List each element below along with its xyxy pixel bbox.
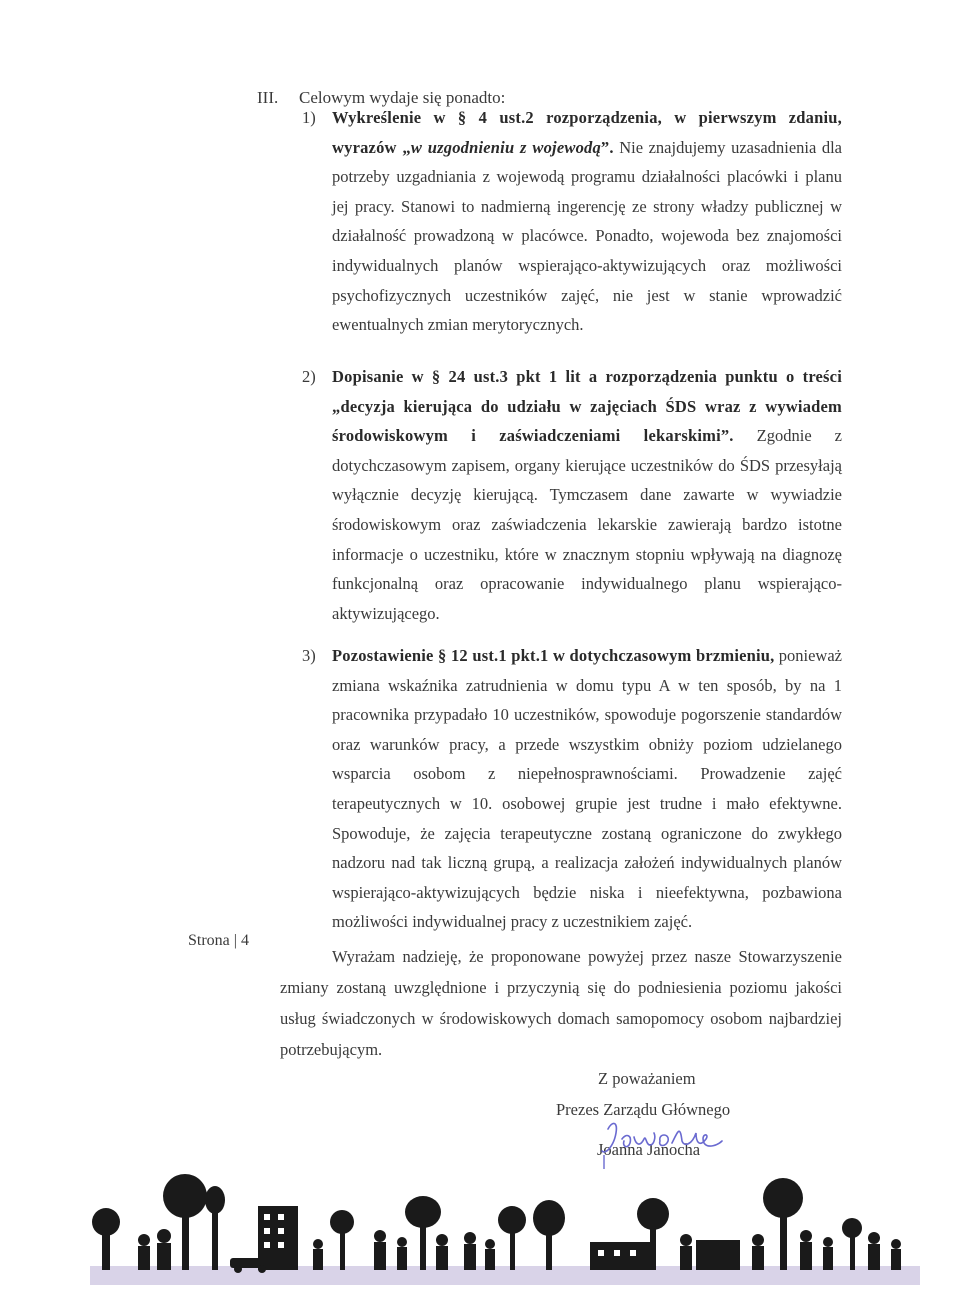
signature-name: Joanna Janocha <box>597 1140 701 1159</box>
list-item-3 <box>302 641 842 937</box>
list-item-text: ponieważ zmiana wskaźnika zatrudnienia w domu typu A w ten sposób, by na 1 pracownika przypadało 10 uczestników, spowoduje pogorszenie standardów oraz warunków pracy, a przede wszystkim obniży poziom udzielanego wsparcia osobom z niepełnosprawnościami. Prowadzenie zajęć terapeutycznych w 10. osobowej grupie jest trudne i mało efektywne. Spowoduje, że zajęcia terapeutyczne zostaną ograniczone do zwykłego nadzoru nad tak liczną grupą, a realizacja założeń indywidualnych planów wspierająco-aktywizujących będzie niska i nieefektywna, pozbawiona możliwości indywidualnej pracy z uczestnikiem zajęć. <box>332 646 842 932</box>
list-item-body <box>332 641 842 937</box>
list-item-bold-end: ”. <box>600 137 614 157</box>
closing-paragraph: Wyrażam nadzieję, że proponowane powyżej przez nasze Stowarzyszenie zmiany zostaną uwzględnione i przyczynią się do podniesienia poziomu jakości usług świadczonych w środowiskowych domach samopomocy osobom najbardziej potrzebującym. <box>280 947 842 1059</box>
signature-greeting: Z poważaniem <box>598 1069 696 1088</box>
list-item-text: Zgodnie z dotychczasowym zapisem, organy kierujące uczestników do ŚDS przesyłają wyłącznie decyzję kierującą. Tymczasem dane zawarte w wywiadzie środowiskowym oraz zaświadczenia lekarskie zawierają bardzo istotne informacje o uczestniku, które w znacznym stopniu wpływają na diagnozę funkcjonalną oraz opracowanie indywidualnego planu wspierająco-aktywizującego. <box>332 426 842 623</box>
list-item-body <box>332 103 842 340</box>
list-item-label: 2) <box>302 367 316 386</box>
list-item-label: 3) <box>302 646 316 665</box>
list-item-italic: w uzgodnieniu z wojewodą <box>410 137 601 157</box>
list-item-bold: Wykreślenie w § 4 ust.2 rozporządzenia, w pierwszym zdaniu, wyrazów „ <box>332 108 842 157</box>
handwritten-signature <box>600 1111 730 1171</box>
page-number: Strona | 4 <box>188 932 249 949</box>
section-intro: Celowym wydaje się ponadto: <box>299 88 506 107</box>
list-item-bold: Dopisanie w § 24 ust.3 pkt 1 lit a rozporządzenia punktu o treści „decyzja kierująca do udziału w zajęciach ŚDS wraz z wywiadem środowiskowym i zaświadczeniami lekarskimi”. <box>332 367 842 446</box>
list-item-bold: Pozostawienie § 12 ust.1 pkt.1 w dotychczasowym brzmieniu, <box>332 646 775 665</box>
list-item-label: 1) <box>302 108 316 127</box>
section-numeral: III. <box>257 88 279 107</box>
list-item-1 <box>302 103 842 340</box>
signature-role: Prezes Zarządu Głównego <box>556 1100 731 1119</box>
decorative-skyline-illustration <box>90 1170 920 1285</box>
list-item-2 <box>302 362 842 628</box>
list-item-body <box>332 362 842 628</box>
list-item-text: Nie znajdujemy uzasadnienia dla potrzeby uzgadniania z wojewodą programu działalności placówki i planu jej pracy. Stanowi to nadmierną ingerencję ze strony władzy publicznej w działalność prowadzoną w placówce. Ponadto, wojewoda bez znajomości indywidualnych planów wspierająco-aktywizujących oraz możliwości psychofizycznych uczestników zajęć, nie jest w stanie wprowadzić ewentualnych zmian merytorycznych. <box>332 137 842 335</box>
